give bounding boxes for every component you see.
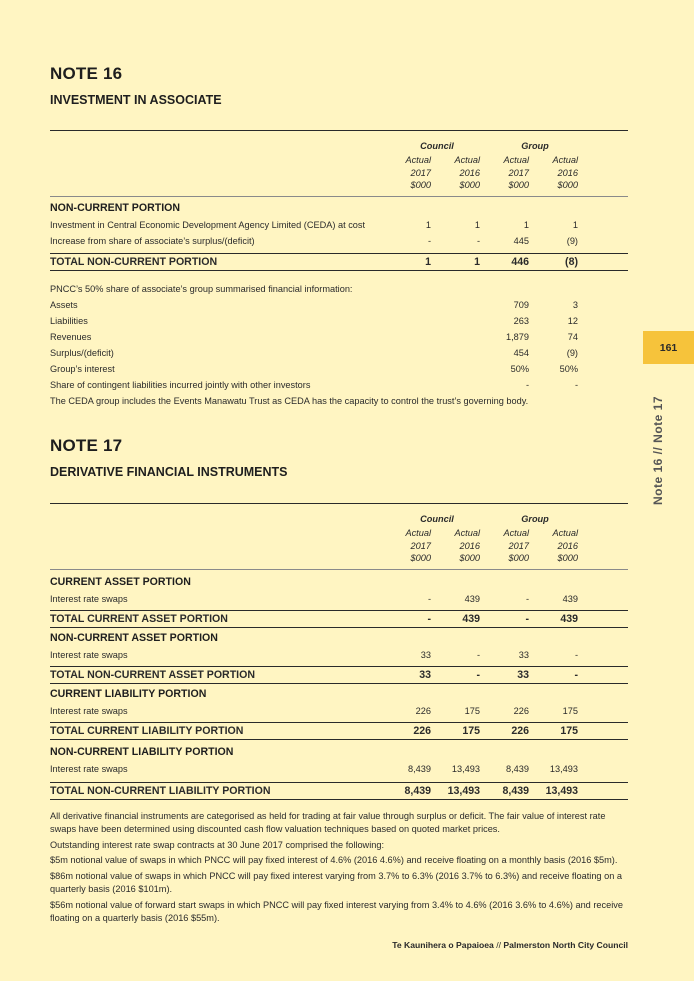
group-header: Group	[521, 141, 549, 151]
note-paragraph: $86m notional value of swaps in which PNCC will pay fixed interest varying from 3.7% to 6.3% (2016 3.7% to 6.3%) and receive floating on a quarterly basis (2016 $101m).	[50, 870, 622, 894]
note-paragraph: $56m notional value of forward start swaps in which PNCC will pay fixed interest varying from 3.4% to 4.6% (2016 3.6% to 4.6%) and receive floating on a quarterly basis (2016 $55m).	[50, 899, 623, 923]
col-header: Actual 2017 $000	[405, 528, 431, 563]
table-row: Interest rate swaps - 439 - 439	[50, 593, 578, 604]
footer-separator: //	[493, 940, 504, 950]
note16-header-table	[50, 138, 628, 192]
footer	[392, 940, 628, 950]
total-current-asset	[50, 611, 628, 627]
note16-heading	[50, 64, 222, 107]
page-number-tab: 161	[643, 331, 694, 364]
table-row: Interest rate swaps 8,439 13,493 8,439 13,493	[50, 763, 578, 774]
table-row: Surplus/(deficit) 454 (9)	[50, 347, 578, 358]
note17-table	[50, 503, 628, 926]
total-non-current-asset	[50, 667, 628, 683]
note16-title: NOTE 16	[50, 64, 123, 83]
section-heading: NON-CURRENT LIABILITY PORTION	[50, 745, 234, 758]
note16-table	[50, 130, 628, 409]
note16-footnote: The CEDA group includes the Events Manawatu Trust as CEDA has the capacity to control the trust’s governing body.	[50, 395, 529, 406]
table-row: Liabilities 263 12	[50, 315, 578, 326]
col-header: Actual 2016 $000	[454, 155, 480, 190]
note17-notes	[50, 810, 628, 926]
side-note-label: Note 16 // Note 17	[651, 395, 665, 505]
section-heading: CURRENT ASSET PORTION	[50, 575, 191, 588]
footer-city: Palmerston North City Council	[503, 940, 628, 950]
summary-intro: PNCC’s 50% share of associate’s group summarised financial information:	[50, 283, 353, 294]
council-header: Council	[420, 514, 454, 524]
col-header: Actual 2017 $000	[503, 155, 529, 190]
total-row: TOTAL NON-CURRENT LIABILITY PORTION 8,439 13,493 8,439 13,493	[50, 784, 578, 797]
table-row: Revenues 1,879 74	[50, 331, 578, 342]
table-row: Interest rate swaps 33 - 33 -	[50, 649, 578, 660]
col-header: Actual 2017 $000	[405, 155, 431, 190]
footer-org: Te Kaunihera o Papaioea	[392, 940, 494, 950]
total-row: TOTAL CURRENT LIABILITY PORTION 226 175 226 175	[50, 724, 578, 737]
total-current-liability	[50, 723, 628, 739]
table-row: Group’s interest 50% 50%	[50, 363, 578, 374]
section-heading: CURRENT LIABILITY PORTION	[50, 687, 207, 700]
block-current-asset	[50, 573, 628, 607]
col-header: Actual 2016 $000	[552, 155, 578, 190]
total-row: TOTAL CURRENT ASSET PORTION - 439 - 439	[50, 612, 578, 625]
note17-subtitle: DERIVATIVE FINANCIAL INSTRUMENTS	[50, 465, 288, 479]
section-heading: NON-CURRENT ASSET PORTION	[50, 631, 218, 644]
note-paragraph: $5m notional value of swaps in which PNCC will pay fixed interest of 4.6% (2016 4.6%) and receive floating on a monthly basis (2016 $5m).	[50, 855, 618, 865]
total-row: TOTAL NON-CURRENT ASSET PORTION 33 - 33 -	[50, 668, 578, 681]
note17-title: NOTE 17	[50, 436, 123, 455]
table-row: Share of contingent liabilities incurred jointly with other investors - -	[50, 379, 578, 390]
note16-body-table	[50, 199, 628, 249]
table-row: Increase from share of associate’s surplus/(deficit) - - 445 (9)	[50, 235, 578, 246]
col-header: Actual 2016 $000	[454, 528, 480, 563]
note-paragraph: All derivative financial instruments are categorised as held for trading at fair value through surplus or deficit. The fair value of interest rate swaps have been determined using discounted cash flow valuation techniques based on quoted market prices.	[50, 810, 606, 834]
table-row: Interest rate swaps 226 175 226 175	[50, 705, 578, 716]
block-current-liability	[50, 685, 628, 719]
table-row: Assets 709 3	[50, 299, 578, 310]
block-non-current-asset	[50, 629, 628, 663]
table-row: Investment in Central Economic Development Agency Limited (CEDA) at cost 1 1 1 1	[50, 219, 578, 230]
block-non-current-liability	[50, 743, 628, 777]
total-row: TOTAL NON-CURRENT PORTION 1 1 446 (8)	[50, 255, 578, 268]
note17-heading	[50, 436, 288, 479]
total-non-current-liability	[50, 783, 628, 799]
col-header: Actual 2016 $000	[552, 528, 578, 563]
note16-total-table	[50, 254, 628, 270]
group-header: Group	[521, 514, 549, 524]
council-header: Council	[420, 141, 454, 151]
col-header: Actual 2017 $000	[503, 528, 529, 563]
note-paragraph: Outstanding interest rate swap contracts at 30 June 2017 comprised the following:	[50, 839, 385, 850]
note16-subtitle: INVESTMENT IN ASSOCIATE	[50, 93, 222, 107]
note17-header-table	[50, 511, 628, 565]
note16-summary-table	[50, 281, 628, 409]
section-heading: NON-CURRENT PORTION	[50, 201, 181, 214]
